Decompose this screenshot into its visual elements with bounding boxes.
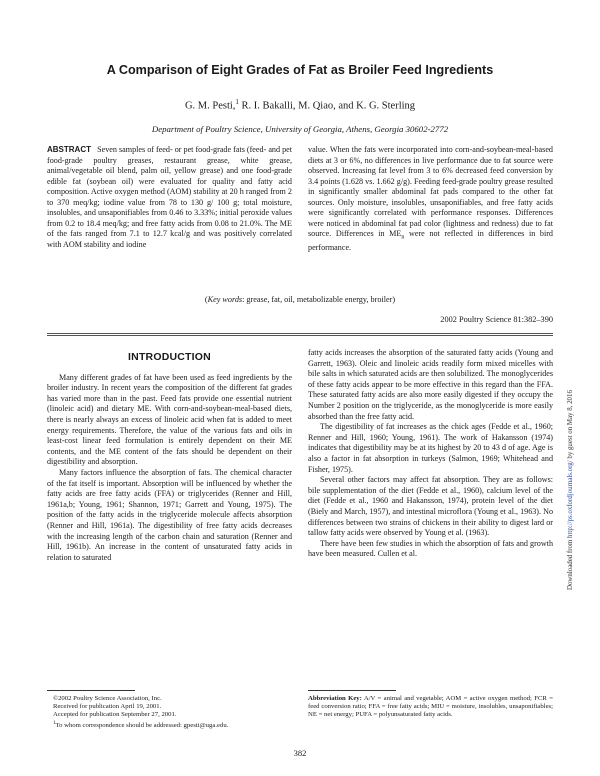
download-watermark	[567, 250, 579, 590]
accepted-date: Accepted for publication September 27, 2001.	[53, 711, 177, 719]
footnote-rule	[308, 690, 396, 691]
download-watermark-suffix: by guest on May 8, 2016	[567, 390, 574, 461]
section-heading-introduction: INTRODUCTION	[128, 351, 211, 363]
keywords: (Key words: grease, fat, oil, metabolizable energy, broiler)	[204, 295, 396, 304]
abstract-left-column	[47, 145, 292, 250]
copyright-notice: ©2002 Poultry Science Association, Inc.	[53, 695, 162, 702]
abstract-text-left: Seven samples of feed- or pet food-grade fats (feed- and pet food-grade poultry greases, restaurant grease, white grease, animal/vegetable oil blend, palm oil, yellow grease) and one food-grade edible fat (soybean oil) were evaluated for quality and fatty acid composition. Active oxygen method (AOM) stability at 20 h ranged from 2 to 370 meq/kg; iodine value from 78 to 130 g/ 100 g; total moisture, insolubles, and unsaponifiables from 0.46 to 3.33%; initial peroxide values from 0.2 to 18.4 meq/kg; and free fatty acids from 0.08 to 21.0%. The ME of the fats ranged from 7.1 to 12.7 kcal/g and was positively correlated with AOM stability and iodine	[47, 145, 293, 249]
journal-citation: 2002 Poultry Science 81:382–390	[440, 315, 553, 324]
author-footnote-marker: 1	[235, 98, 239, 106]
author-list	[40, 98, 560, 112]
abstract-text-right: value. When the fats were incorporated into corn-and-soybean-meal-based diets at 3 or 6%, no differences in live performance due to fat source were observed. Increasing fat level from 3 to 6% decreased feed conversion by 3.4 points (1.628 vs. 1.662 g/g). Feeding feed-grade poultry grease resulted in significantly smaller abdominal fat pads compared to the other fat sources. Only moisture, insolubles, unsaponifiables, and free fatty acids were significantly correlated with performance responses. Differences were noticed in abdominal fat pad color (lightness and redness) due to fat source. Differences in ME	[308, 145, 553, 238]
footnote-rule	[47, 690, 135, 691]
author-rest: R. I. Bakalli, M. Qiao, and K. G. Sterling	[238, 100, 416, 112]
abbreviation-key-text: A/V = animal and vegetable; AOM = active oxygen method; FCR = feed conversion ratio; FFA = free fatty acids; MIU = moisture, insolubles, unsaponifiables; NE = net energy; PUFA = polyunsaturated fatty acids.	[308, 695, 553, 719]
correspondence-note	[47, 720, 292, 730]
affiliation: Department of Poultry Science, University of Georgia, Athens, Georgia 30602-2772	[151, 124, 449, 134]
abstract-text-right-end: were not reflected in differences in bird performance.	[308, 229, 553, 253]
abstract-right-column	[308, 145, 553, 254]
footnote-marker: 1	[53, 720, 56, 726]
body-right-column	[308, 348, 553, 560]
paragraph: Many different grades of fat have been used as feed ingredients by the broiler industry. In recent years the composition of the different fat grades has varied more than in the past. Feed fats provide one essential nutrient (linoleic acid) and dietary ME. With corn-and-soybean-meal-based diets, there is nearly always an excess of linoleic acid when fat is added to meet energy requirements. Therefore, the value of the various fats and oils in least-cost linear feed formulation is entirely dependent on their ME contents, and the ME content of the fats should be dependent on their digestibility and absorption.	[47, 372, 292, 467]
page-number: 382	[293, 748, 307, 758]
paragraph: fatty acids increases the absorption of the saturated fatty acids (Young and Garrett, 1963). Oleic and linoleic acids readily form mixed micelles with bile salts in which saturated acids are then solubilized. The monoglycerides of these fatty acids appear to be more effective in this regard than the FFA. These saturated fatty acids are also more easily digested if they occupy the Number 2 position on the triglyceride, as the monoglyceride is more easily absorbed than the free fatty acid.	[308, 348, 553, 421]
keywords-label: Key words	[207, 295, 243, 304]
paragraph: The digestibility of fat increases as the chick ages (Fedde et al., 1960; Renner and Hill, 1960; Young, 1961). The work of Hakansson (1974) indicates that digestibility may be at its highest by 20 to 43 d of age. Age is also a factor in fat absorption in turkeys (Salmon, 1969; Whitehead and Fisher, 1975).	[308, 422, 553, 474]
section-divider-double	[47, 335, 553, 336]
keywords-text: : grease, fat, oil, metabolizable energy, broiler)	[242, 295, 396, 304]
paper-title: A Comparison of Eight Grades of Fat as Broiler Feed Ingredients	[106, 63, 494, 77]
correspondence-text: To whom correspondence should be addressed: gpesti@uga.edu.	[55, 721, 229, 729]
paragraph: There have been few studies in which the absorption of fats and growth have been measured. Cullen et al.	[308, 538, 553, 559]
received-date: Received for publication April 19, 2001.	[53, 703, 162, 711]
paragraph: Many factors influence the absorption of fats. The chemical character of the fat itself is important. Absorption will be influenced by whether the fatty acids are free fatty acids (FFA) or triglycerides (Renner and Hill, 1961a,b; Young, 1961; Shannon, 1971; Garrett and Young, 1975). The position of the fatty acids in the triglyceride molecule affects absorption (Renner and Hill, 1961a). The digestibility of free fatty acids decreases with the increasing length of the carbon chain and saturation (Renner and Hill, 1961b). An increase in the content of unsaturated fatty acids in relation to saturated	[47, 467, 292, 562]
paragraph: Several other factors may affect fat absorption. They are as follows: bile supplementation of the diet (Fedde et al., 1960), calcium level of the diet (Fedde et al., 1960 and Hakansson, 1974), protein level of the diet (Biely and March, 1957), and intestinal microflora (Young et al., 1963). No differences between two strains of chickens in their ability to digest lard or tallow fatty acids were observed by Young et al. (1963).	[308, 475, 553, 538]
abbreviation-key-label: Abbreviation Key:	[308, 695, 362, 702]
abbreviation-key	[308, 695, 553, 720]
footnotes	[47, 695, 292, 730]
download-watermark-prefix: Downloaded from	[567, 537, 574, 590]
abstract-subscript: n	[401, 234, 405, 241]
author-first: G. M. Pesti,	[184, 100, 236, 112]
body-left-column	[47, 348, 292, 563]
section-divider	[47, 333, 553, 334]
journal-link[interactable]: http://ps.oxfordjournals.org/	[567, 460, 574, 538]
abstract-label: ABSTRACT	[47, 145, 91, 154]
